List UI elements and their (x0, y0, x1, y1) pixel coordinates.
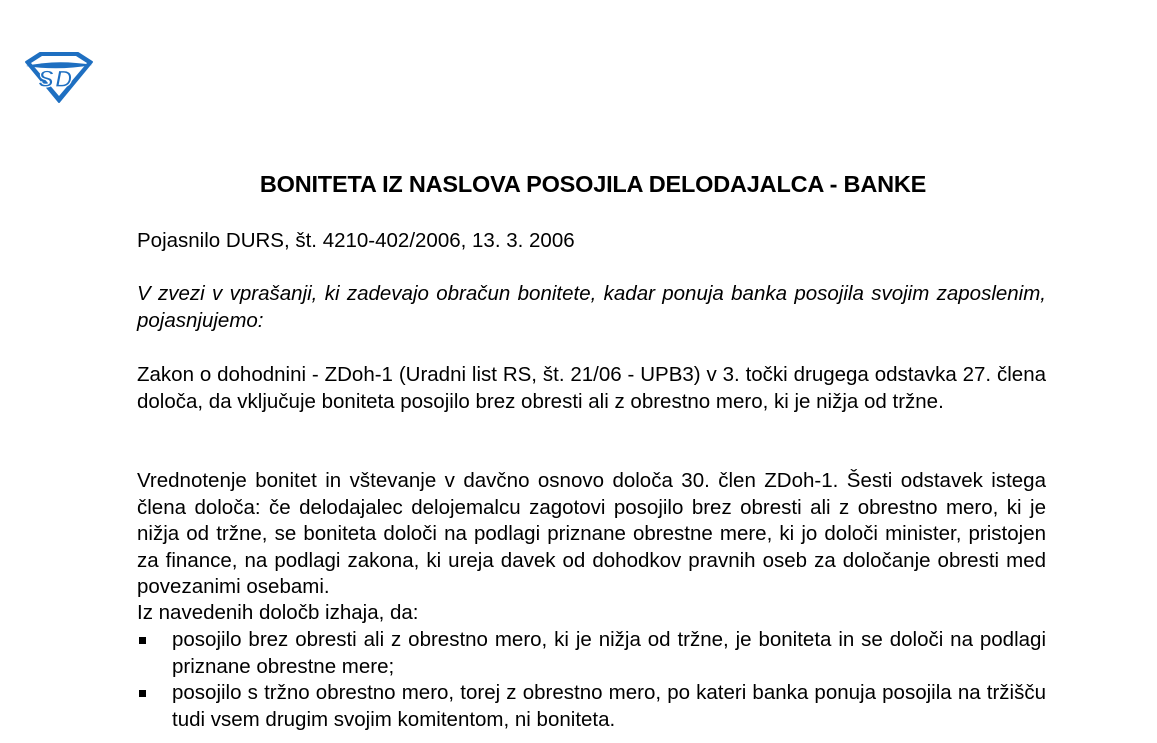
list-item (137, 680, 1046, 733)
list-lead: Iz navedenih določb izhaja, da: (137, 601, 419, 624)
square-bullet-icon (139, 690, 146, 697)
conclusion-list (137, 627, 1046, 733)
paragraph-law: Zakon o dohodnini - ZDoh-1 (Uradni list RS, št. 21/06 - UPB3) v 3. točki drugega odstavka 27. člena določa, da vključuje boniteta posojilo brez obresti ali z obrestno mero, ki je nižja od tržne. (137, 363, 1046, 413)
svg-text:D: D (55, 66, 73, 93)
svg-text:S: S (38, 66, 55, 93)
shield-sd-logo-icon (22, 50, 96, 104)
document-source: Pojasnilo DURS, št. 4210-402/2006, 13. 3. 2006 (137, 229, 575, 252)
intro-paragraph: V zvezi v vprašanji, ki zadevajo obračun bonitete, kadar ponuja banka posojila svojim zaposlenim, pojasnjujemo: (137, 282, 1046, 332)
list-item (137, 627, 1046, 680)
square-bullet-icon (139, 637, 146, 644)
document-title: BONITETA IZ NASLOVA POSOJILA DELODAJALCA - BANKE (259, 171, 927, 197)
paragraph-valuation: Vrednotenje bonitet in vštevanje v davčno osnovo določa 30. člen ZDoh-1. Šesti odstavek istega člena določa: če delodajalec delojemalcu zagotovi posojilo brez obresti ali z obrestno mero, ki je nižja od tržne, se boniteta določi na podlagi priznane obrestne mere, ki jo določi minister, pristojen za finance, na podlagi zakona, ki ureja davek od dohodkov pravnih oseb za določanje obresti med povezanimi osebami. (137, 469, 1046, 598)
list-item-text: posojilo s tržno obrestno mero, torej z obrestno mero, po kateri banka ponuja posojila na tržišču tudi vsem drugim svojim komitentom, ni boniteta. (172, 681, 1046, 731)
list-item-text: posojilo brez obresti ali z obrestno mero, ki je nižja od tržne, je boniteta in se določi na podlagi priznane obrestne mere; (172, 628, 1046, 678)
